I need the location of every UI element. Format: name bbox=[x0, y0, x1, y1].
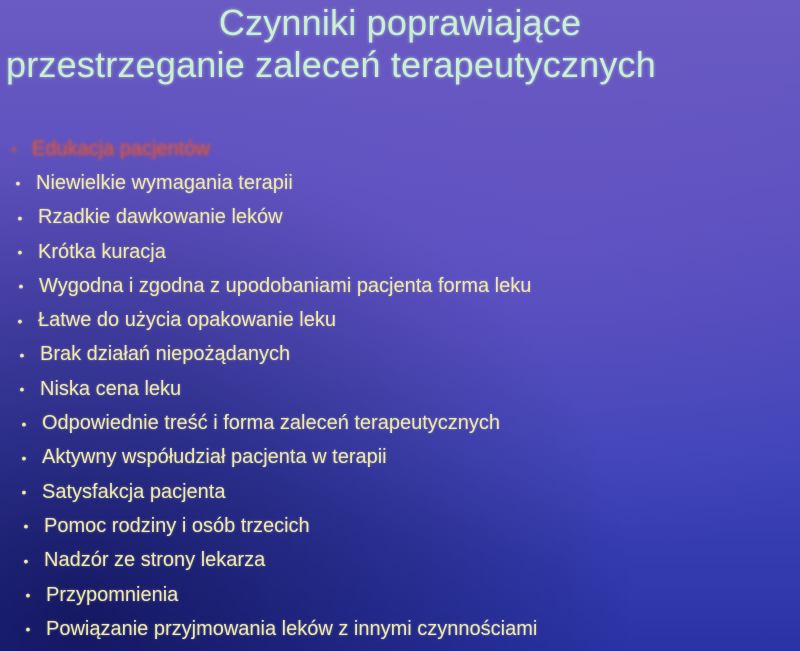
bullet-text: Aktywny współudział pacjenta w terapii bbox=[42, 446, 387, 469]
bullet-icon: • bbox=[19, 381, 25, 398]
bullet-item bbox=[10, 338, 790, 372]
bullet-item bbox=[10, 475, 790, 509]
bullet-text: Edukacja pacjentów bbox=[32, 137, 210, 160]
bullet-text: Przypomnienia bbox=[46, 583, 179, 606]
slide-title-line-1: Czynniki poprawiające bbox=[218, 2, 582, 43]
bullet-icon: • bbox=[17, 209, 23, 226]
bullet-text: Brak działań niepożądanych bbox=[40, 343, 291, 366]
bullet-icon: • bbox=[25, 621, 31, 638]
bullet-text: Rzadkie dawkowanie leków bbox=[38, 206, 283, 229]
bullet-text: Powiązanie przyjmowania leków z innymi czynnościami bbox=[46, 617, 538, 640]
bullet-item bbox=[10, 509, 790, 543]
bullet-icon: • bbox=[15, 175, 21, 192]
bullet-icon: • bbox=[25, 587, 31, 603]
slide-title-line-2: przestrzeganie zaleceń terapeutycznych bbox=[6, 44, 656, 85]
bullet-item bbox=[10, 372, 790, 406]
bullet-text: Wygodna i zgodna z upodobaniami pacjenta forma leku bbox=[39, 274, 532, 297]
bullet-item bbox=[10, 406, 790, 440]
bullet-item bbox=[10, 235, 790, 269]
bullet-item bbox=[10, 441, 790, 475]
bullet-text: Pomoc rodziny i osób trzecich bbox=[44, 514, 310, 537]
bullet-icon: • bbox=[23, 552, 29, 569]
bullet-text: Odpowiednie treść i forma zaleceń terapeutycznych bbox=[42, 412, 501, 435]
bullet-icon: • bbox=[17, 244, 23, 261]
bullet-text: Nadzór ze strony lekarza bbox=[44, 549, 266, 572]
slide-title bbox=[0, 2, 800, 86]
bullet-item-highlighted bbox=[10, 132, 790, 166]
bullet-item bbox=[10, 544, 790, 578]
bullet-text: Niska cena leku bbox=[40, 377, 182, 400]
bullet-text: Niewielkie wymagania terapii bbox=[36, 171, 293, 194]
bullet-icon: • bbox=[23, 518, 29, 535]
bullet-item bbox=[10, 166, 790, 200]
bullet-icon: • bbox=[19, 346, 25, 363]
bullet-icon: • bbox=[21, 449, 27, 466]
bullet-list bbox=[10, 132, 790, 646]
bullet-item bbox=[10, 612, 790, 646]
bullet-item bbox=[10, 201, 790, 235]
bullet-icon: • bbox=[18, 278, 24, 295]
bullet-item bbox=[10, 578, 790, 612]
bullet-icon: • bbox=[21, 415, 27, 432]
bullet-icon: • bbox=[11, 141, 17, 158]
bullet-text: Krótka kuracja bbox=[38, 240, 166, 263]
bullet-item bbox=[10, 303, 790, 337]
bullet-item bbox=[10, 269, 790, 303]
bullet-text: Satysfakcja pacjenta bbox=[42, 480, 226, 503]
bullet-icon: • bbox=[17, 312, 23, 329]
bullet-text: Łatwe do użycia opakowanie leku bbox=[38, 309, 336, 332]
bullet-icon: • bbox=[21, 484, 27, 501]
